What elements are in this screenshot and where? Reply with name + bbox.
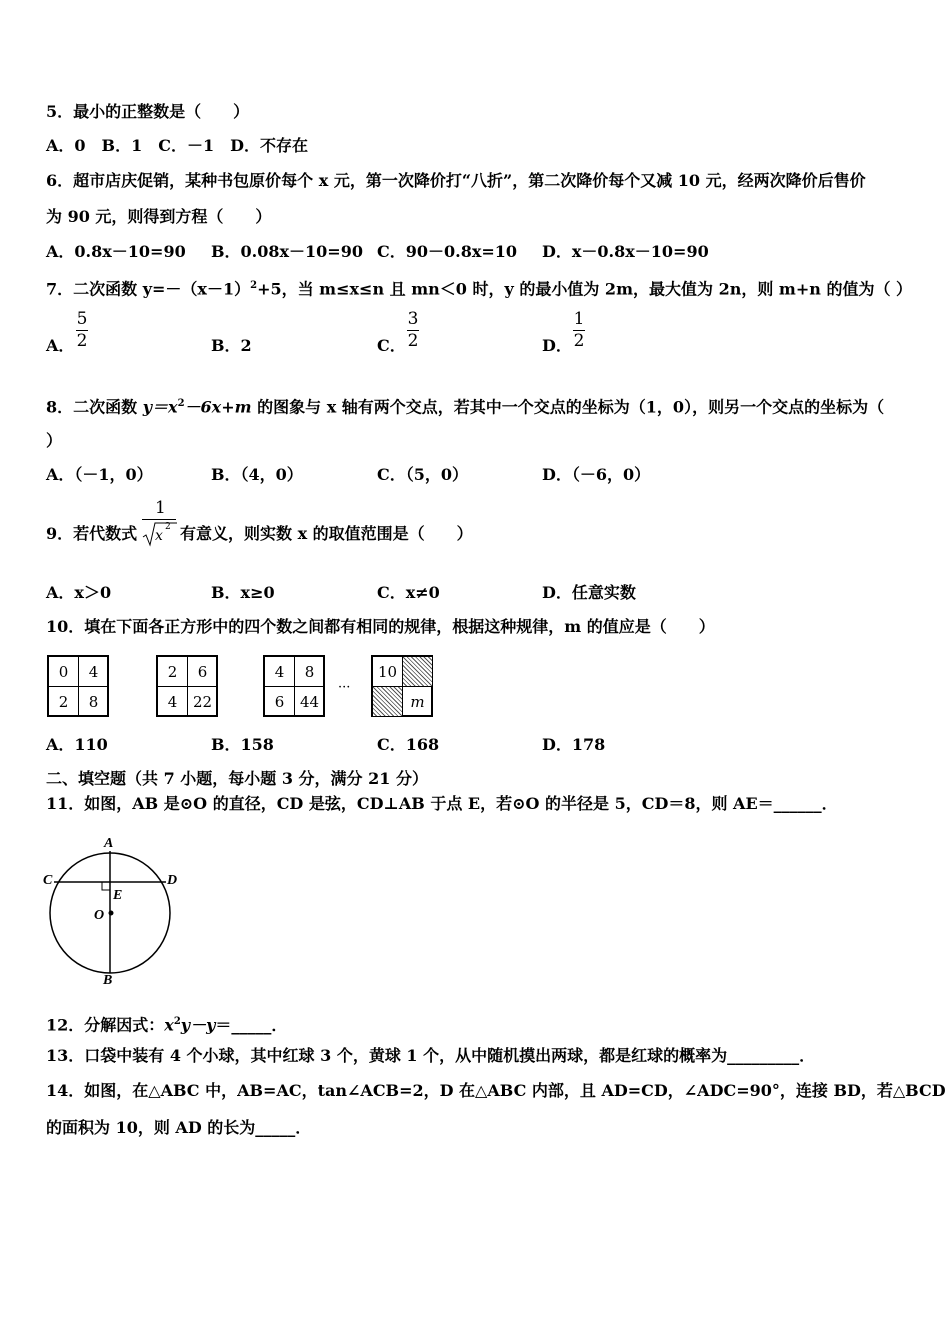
label-o: O: [94, 908, 105, 923]
hatched-cell: [403, 657, 432, 686]
label-e: E: [113, 888, 123, 903]
q12-stem: 12．分解因式：$x^2y-y=\_\_\_\_\_$．: [46, 1015, 288, 1035]
q11-stem: 11．如图，AB 是⊙O 的直径，CD 是弦，CD⊥AB 于点 E，若⊙O 的半径是 5，CD＝8，则 AE＝______．: [46, 794, 838, 813]
q9-radical-fraction: [140, 498, 180, 550]
square-cell: 2: [58, 692, 69, 711]
q6-stem-line2: 为 90 元，则得到方程（ ）: [46, 207, 272, 226]
q10-option-b: B．158: [211, 735, 274, 754]
q6-option-c: C．90－0.8x=10: [377, 242, 518, 261]
fraction-denominator: 2: [407, 331, 419, 351]
q10-option-c: C．168: [377, 735, 440, 754]
square-cell: 44: [299, 692, 320, 711]
q6-stem-line1: 6．超市店庆促销，某种书包原价每个 x 元，第一次降价打“八折”，第二次降价每个又减 10 元，经两次降价后售价: [46, 171, 866, 190]
square-cell: 10: [377, 662, 398, 681]
right-angle-mark: [102, 882, 110, 890]
fraction-numerator: 3: [407, 309, 419, 329]
fraction-numerator: 1: [155, 498, 166, 518]
square-cell: 6: [274, 692, 285, 711]
q7-option-a-fraction: [76, 310, 88, 351]
q5-options: A．0 B．1 C．－1 D．不存在: [46, 136, 308, 155]
q7-stem: 7．二次函数 $y=-(x-1)^2+5$，当 m≤x≤n 且 mn＜0 时，y 的最小值为 2m，最大值为 2n，则 m+n 的值为（ ）: [46, 279, 913, 299]
square-cell: 4: [167, 692, 178, 711]
q9-option-b: B．x≥0: [211, 583, 275, 602]
q9-stem-b: 有意义，则实数 x 的取值范围是（ ）: [180, 524, 473, 543]
q8-option-c: C．（5，0）: [377, 465, 469, 484]
square-cell: 2: [167, 662, 178, 681]
center-point: [109, 911, 114, 916]
radicand: x: [155, 528, 163, 544]
q14-stem-line1: 14．如图，在△ABC 中，AB=AC，tan∠ACB=2，D 在△ABC 内部，且 AD=CD，∠ADC=90°，连接 BD，若△BCD: [46, 1081, 946, 1100]
q9-option-a: A．x＞0: [46, 583, 112, 602]
square-cell: 8: [304, 662, 315, 681]
fraction-numerator: 1: [573, 309, 585, 329]
q5-stem: 5．最小的正整数是（ ）: [46, 102, 250, 121]
label-c: C: [43, 873, 53, 888]
q8-option-a: A．（－1，0）: [46, 465, 153, 484]
q6-option-b: B．0.08x－10=90: [211, 242, 363, 261]
radicand-exponent: 2: [165, 522, 171, 532]
q9-stem-a: 9．若代数式: [46, 524, 138, 543]
q9-option-c: C．x≠0: [377, 583, 440, 602]
square-cell: 6: [197, 662, 208, 681]
square-cell: 8: [88, 692, 99, 711]
q7-option-c-label: C．: [377, 336, 406, 355]
q9-option-d: D．任意实数: [542, 583, 636, 602]
q13-stem: 13．口袋中装有 4 个小球，其中红球 3 个，黄球 1 个，从中随机摸出两球，都是红球的概率为_________．: [46, 1046, 816, 1065]
q8-option-d: D．（－6，0）: [542, 465, 651, 484]
q10-option-d: D．178: [542, 735, 606, 754]
q10-option-a: A．110: [46, 735, 108, 754]
number-square-2: [156, 655, 218, 717]
q7-option-c-fraction: [407, 310, 419, 351]
section-title: 二、填空题（共 7 小题，每小题 3 分，满分 21 分）: [46, 769, 428, 788]
q8-stem-line2: ）: [46, 431, 63, 450]
q7-option-b: B．2: [211, 336, 252, 355]
q7-option-d-label: D．: [542, 336, 572, 355]
square-cell: 4: [274, 662, 285, 681]
label-a: A: [104, 836, 114, 851]
q8-option-b: B．（4，0）: [211, 465, 303, 484]
q7-option-d-fraction: [573, 310, 585, 351]
hatched-cell: [373, 687, 402, 716]
q10-stem: 10．填在下面各正方形中的四个数之间都有相同的规律，根据这种规律，m 的值应是（ ）: [46, 617, 715, 636]
fraction-denominator: 2: [573, 331, 585, 351]
number-square-1: [47, 655, 109, 717]
q6-option-d: D．x－0.8x－10=90: [542, 242, 709, 261]
label-d: D: [167, 873, 178, 888]
q8-stem-line1: 8．二次函数 $y=x^2-6x+m$ 的图象与 x 轴有两个交点，若其中一个交点的坐标为（1，0），则另一个交点的坐标为（: [46, 397, 885, 417]
square-cell: 4: [88, 662, 99, 681]
ellipsis: ···: [338, 680, 351, 695]
number-square-3: [263, 655, 325, 717]
q14-stem-line2: 的面积为 10，则 AD 的长为_____．: [46, 1118, 312, 1137]
label-b: B: [103, 973, 113, 988]
fraction-numerator: 5: [76, 309, 88, 329]
fraction-denominator: 2: [76, 331, 88, 351]
q7-option-a-label: A．: [46, 336, 75, 355]
square-cell: 0: [58, 662, 69, 681]
square-cell: 22: [192, 692, 213, 711]
circle-diagram: [40, 830, 190, 990]
square-cell-m: m: [410, 692, 425, 711]
q6-option-a: A．0.8x－10=90: [46, 242, 186, 261]
number-square-4: [371, 655, 433, 717]
